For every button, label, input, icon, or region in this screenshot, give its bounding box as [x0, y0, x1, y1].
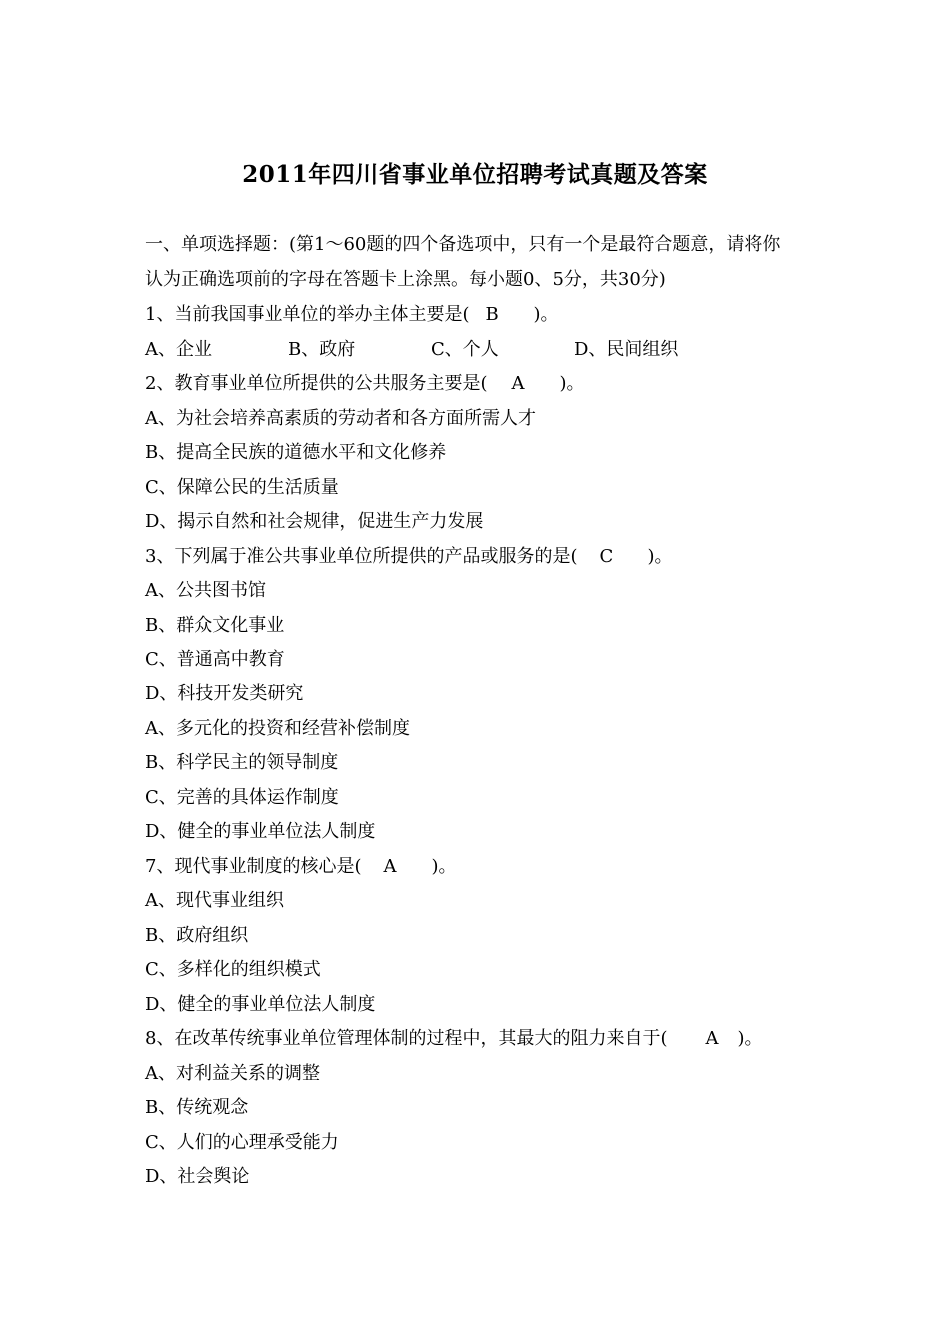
- option-d: D、揭示自然和社会规律，促进生产力发展: [145, 511, 484, 532]
- question-8: [145, 1028, 763, 1050]
- question-close: )。: [559, 373, 585, 394]
- question-stem: 3、下列属于准公共事业单位所提供的产品或服务的是(: [145, 546, 578, 567]
- page-title: 2011年四川省事业单位招聘考试真题及答案: [242, 161, 708, 188]
- option-d: D、健全的事业单位法人制度: [145, 821, 376, 842]
- answer-mark: B: [485, 304, 499, 325]
- option-b: B、科学民主的领导制度: [145, 752, 339, 773]
- answer-mark: A: [705, 1028, 719, 1049]
- option-b: B、政府: [288, 339, 356, 360]
- option-a: A、企业: [145, 339, 212, 360]
- question-1: [145, 304, 559, 326]
- option-c: C、个人: [431, 339, 499, 360]
- option-d: D、健全的事业单位法人制度: [145, 994, 376, 1015]
- option-d: D、科技开发类研究: [145, 683, 304, 704]
- option-d: D、民间组织: [574, 339, 679, 360]
- answer-mark: A: [511, 373, 525, 394]
- section-header-line-2: 认为正确选项前的字母在答题卡上涂黑。每小题0、5分，共30分): [145, 269, 666, 290]
- option-b: B、群众文化事业: [145, 615, 285, 636]
- option-a: A、对利益关系的调整: [145, 1063, 320, 1084]
- option-c: C、多样化的组织模式: [145, 959, 321, 980]
- question-close: )。: [431, 856, 457, 877]
- question-stem: 7、现代事业制度的核心是(: [145, 856, 362, 877]
- option-a: A、公共图书馆: [145, 580, 266, 601]
- answer-mark: A: [383, 856, 397, 877]
- question-3: [145, 546, 673, 568]
- question-7: [145, 856, 457, 878]
- question-stem: 2、教育事业单位所提供的公共服务主要是(: [145, 373, 488, 394]
- option-b: B、政府组织: [145, 925, 249, 946]
- option-b: B、传统观念: [145, 1097, 249, 1118]
- question-close: )。: [533, 304, 559, 325]
- option-c: C、人们的心理承受能力: [145, 1132, 339, 1153]
- option-a: A、多元化的投资和经营补偿制度: [145, 718, 410, 739]
- answer-mark: C: [599, 546, 614, 567]
- option-c: C、普通高中教育: [145, 649, 285, 670]
- option-c: C、完善的具体运作制度: [145, 787, 339, 808]
- option-a: A、现代事业组织: [145, 890, 284, 911]
- option-d: D、社会舆论: [145, 1166, 250, 1187]
- question-2: [145, 373, 585, 395]
- option-a: A、为社会培养高素质的劳动者和各方面所需人才: [145, 408, 536, 429]
- option-b: B、提高全民族的道德水平和文化修养: [145, 442, 447, 463]
- section-header-line-1: 一、单项选择题：(第1～60题的四个备选项中，只有一个是最符合题意，请将你: [145, 234, 781, 255]
- option-c: C、保障公民的生活质量: [145, 477, 339, 498]
- question-close: )。: [647, 546, 673, 567]
- question-1-options: [145, 339, 678, 361]
- question-close: )。: [737, 1028, 763, 1049]
- question-stem: 8、在改革传统事业单位管理体制的过程中，其最大的阻力来自于(: [145, 1028, 668, 1049]
- question-stem: 1、当前我国事业单位的举办主体主要是(: [145, 304, 470, 325]
